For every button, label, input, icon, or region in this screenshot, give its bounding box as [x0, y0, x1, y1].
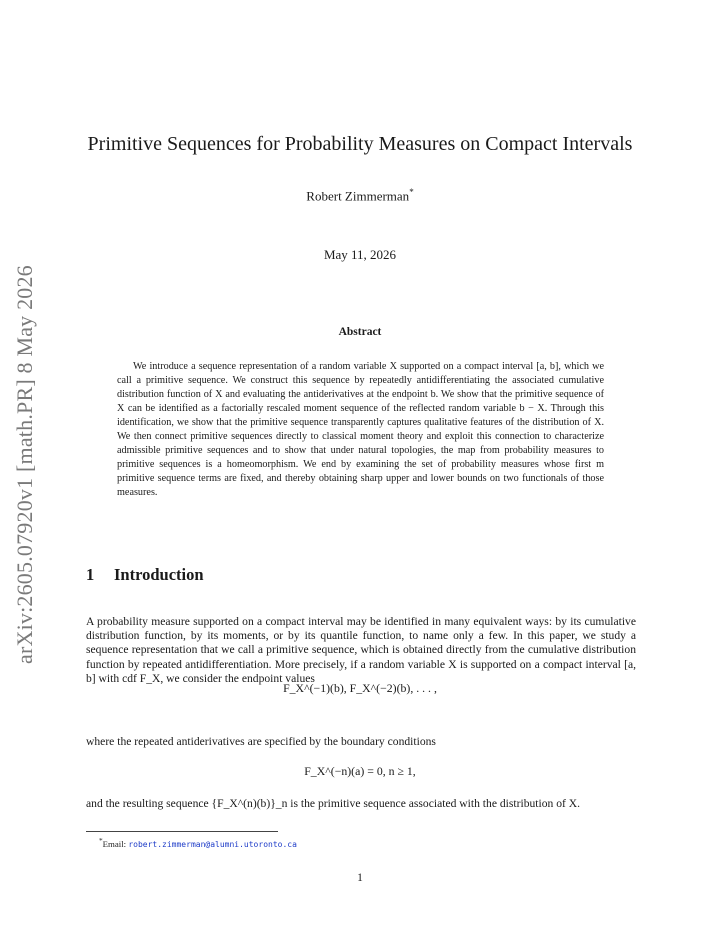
abstract-text: We introduce a sequence representation of a random variable X supported on a compact interval [a, b], which we call a primitive sequence. We construct this sequence by repeatedly antidifferentiating the associated cumulative distribution function of X and evaluating the antiderivatives at the endpoint b. We show that the primitive sequence of X can be identified as a factorially rescaled moment sequence of the reflected random variable b − X. Through this identification, we show that the primitive sequence transparently captures qualitative features of the distribution of X. We then connect primitive sequences directly to classical moment theory and exploit this connection to characterize admissible primitive sequences and to show that under natural topologies, the map from probability measures to primitive sequences is a homeomorphism. We end by examining the set of probability measures whose first m primitive sequence terms are fixed, and thereby obtaining sharp upper and lower bounds on two functionals of those measures. — [117, 361, 604, 498]
footnote-mark: * — [99, 836, 103, 845]
paper-title: Primitive Sequences for Probability Measures on Compact Intervals — [87, 133, 633, 155]
footnote-rule — [86, 831, 278, 832]
section-title: Introduction — [114, 565, 204, 584]
footnote — [99, 836, 297, 849]
author-email-link[interactable]: robert.zimmerman@alumni.utoronto.ca — [128, 839, 297, 849]
abstract-heading: Abstract — [338, 326, 382, 338]
section-number: 1 — [86, 565, 95, 584]
intro-paragraph-1: A probability measure supported on a compact interval may be identified in many equivalent ways: by its cumulative distribution function, by its moments, or by its quantile function, to name only a few. In this paper, we study a sequence representation that we call a primitive sequence, which is obtained directly from the cumulative distribution function by repeated antidifferentiation. More precisely, if a random variable X is supported on a compact interval [a, b] with cdf F_X, we consider the endpoint values — [86, 615, 636, 685]
equation-boundary-conditions: F_X^(−n)(a) = 0, n ≥ 1, — [304, 764, 416, 778]
intro-paragraph-3: and the resulting sequence {F_X^(n)(b)}_n is the primitive sequence associated with the distribution of X. — [86, 797, 581, 810]
footnote-label: Email: — [102, 838, 129, 849]
equation-endpoint-values: F_X^(−1)(b), F_X^(−2)(b), . . . , — [283, 681, 437, 695]
section-heading — [86, 565, 204, 585]
intro-paragraph-2: where the repeated antiderivatives are specified by the boundary conditions — [86, 735, 436, 748]
author-footnote-mark: * — [409, 187, 414, 197]
author-name: Robert Zimmerman — [306, 188, 410, 204]
author-line — [0, 187, 720, 204]
arxiv-identifier-stamp: arXiv:2605.07920v1 [math.PR] 8 May 2026 — [12, 265, 37, 665]
paper-date: May 11, 2026 — [323, 247, 397, 262]
page-number: 1 — [357, 872, 363, 884]
